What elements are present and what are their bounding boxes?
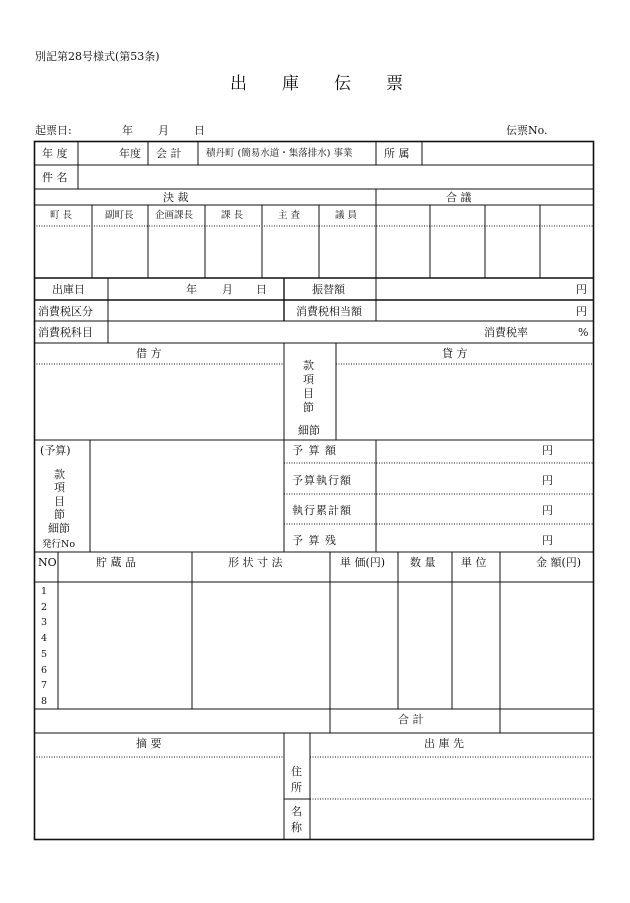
acct-saisetsu: 細節 (298, 424, 320, 437)
budget-saisetsu: 細節 (48, 522, 70, 535)
acct-kou: 項 (303, 373, 314, 386)
destination-header: 出 庫 先 (424, 737, 464, 750)
issue-date-label: 出庫日 (52, 283, 85, 296)
title-char-2: 庫 (282, 74, 299, 94)
issue-date-month: 月 (222, 283, 233, 296)
acct-setsu: 節 (303, 401, 314, 414)
subject-label: 件 名 (42, 171, 68, 184)
role-mayor: 町 長 (50, 210, 73, 221)
name-char-1: 名 (291, 805, 302, 818)
debit-header: 借 方 (136, 347, 162, 360)
acct-moku: 目 (303, 387, 314, 400)
items-header-unit-price: 単 価(円) (340, 556, 386, 569)
department-label: 所 属 (384, 147, 410, 160)
budget-amount-label: 予 算 額 (292, 444, 337, 457)
budget-setsu: 節 (54, 508, 65, 521)
account-label: 会 計 (156, 147, 182, 160)
title-char-3: 伝 (334, 74, 351, 94)
items-header-stock: 貯 蔵 品 (96, 556, 136, 569)
budget-moku: 目 (54, 495, 65, 508)
budget-label: (予算) (40, 444, 71, 457)
kessai-header: 決 裁 (163, 191, 189, 204)
address-char-2: 所 (291, 781, 302, 794)
slip-date-label: 起票日: (35, 124, 72, 137)
budget-remaining-yen: 円 (542, 534, 553, 547)
budget-kou: 項 (54, 481, 65, 494)
title-char-4: 票 (386, 74, 403, 94)
slip-number-label: 伝票No. (506, 124, 548, 137)
address-char-1: 住 (291, 765, 302, 778)
budget-remaining-label: 予 算 残 (292, 534, 337, 547)
items-header-spec: 形 状 寸 法 (228, 556, 283, 569)
slip-date-month: 月 (158, 124, 169, 137)
budget-cumulative-yen: 円 (542, 504, 553, 517)
summary-header: 摘 要 (136, 737, 162, 750)
item-row-number: 3 (41, 617, 48, 628)
role-supervisor: 主 査 (278, 210, 301, 221)
gougi-header: 合 議 (446, 191, 472, 204)
budget-executed-yen: 円 (542, 474, 553, 487)
slip-date-year: 年 (122, 124, 133, 137)
role-member: 議 員 (335, 210, 358, 221)
issue-date-day: 日 (256, 283, 267, 296)
form-reference: 別記第28号様式(第53条) (35, 50, 160, 63)
item-row-number: 6 (41, 665, 48, 676)
transfer-amount-label: 振替額 (312, 283, 345, 296)
account-value: 積丹町 (簡易水道・集落排水) 事業 (206, 148, 353, 159)
item-row-number: 5 (41, 649, 48, 660)
acct-kan: 款 (303, 359, 314, 372)
items-header-no: NO (38, 556, 57, 569)
items-header-amount: 金 額(円) (536, 556, 582, 569)
tax-rate-percent: % (578, 326, 589, 339)
fiscal-year-label: 年 度 (42, 147, 68, 160)
item-row-number: 8 (41, 696, 48, 707)
role-deputy-mayor: 副町長 (105, 210, 134, 221)
item-row-number: 7 (41, 680, 48, 691)
budget-kan: 款 (54, 468, 65, 481)
tax-subject-label: 消費税科目 (38, 326, 93, 339)
item-row-number: 4 (41, 633, 48, 644)
tax-rate-label: 消費税率 (484, 326, 528, 339)
name-char-2: 称 (291, 821, 302, 834)
fiscal-year-suffix: 年度 (119, 147, 141, 160)
role-planning-chief: 企画課長 (155, 210, 194, 221)
role-section-chief: 課 長 (221, 210, 244, 221)
issue-date-year: 年 (186, 283, 197, 296)
tax-equiv-yen: 円 (576, 305, 587, 318)
items-total-label: 合 計 (398, 713, 424, 726)
items-header-quantity: 数 量 (410, 556, 436, 569)
item-row-number: 1 (41, 586, 48, 597)
title-char-1: 出 (230, 74, 247, 94)
budget-amount-yen: 円 (542, 444, 553, 457)
budget-cumulative-label: 執行累計額 (292, 504, 352, 517)
transfer-yen: 円 (576, 283, 587, 296)
budget-executed-label: 予算執行額 (292, 474, 352, 487)
tax-equiv-label: 消費税相当額 (296, 305, 362, 318)
items-header-unit: 単 位 (461, 556, 487, 569)
budget-issue-no: 発行No (42, 539, 76, 550)
credit-header: 貸 方 (442, 347, 468, 360)
tax-class-label: 消費税区分 (38, 305, 93, 318)
slip-date-day: 日 (194, 124, 205, 137)
item-row-number: 2 (41, 602, 48, 613)
